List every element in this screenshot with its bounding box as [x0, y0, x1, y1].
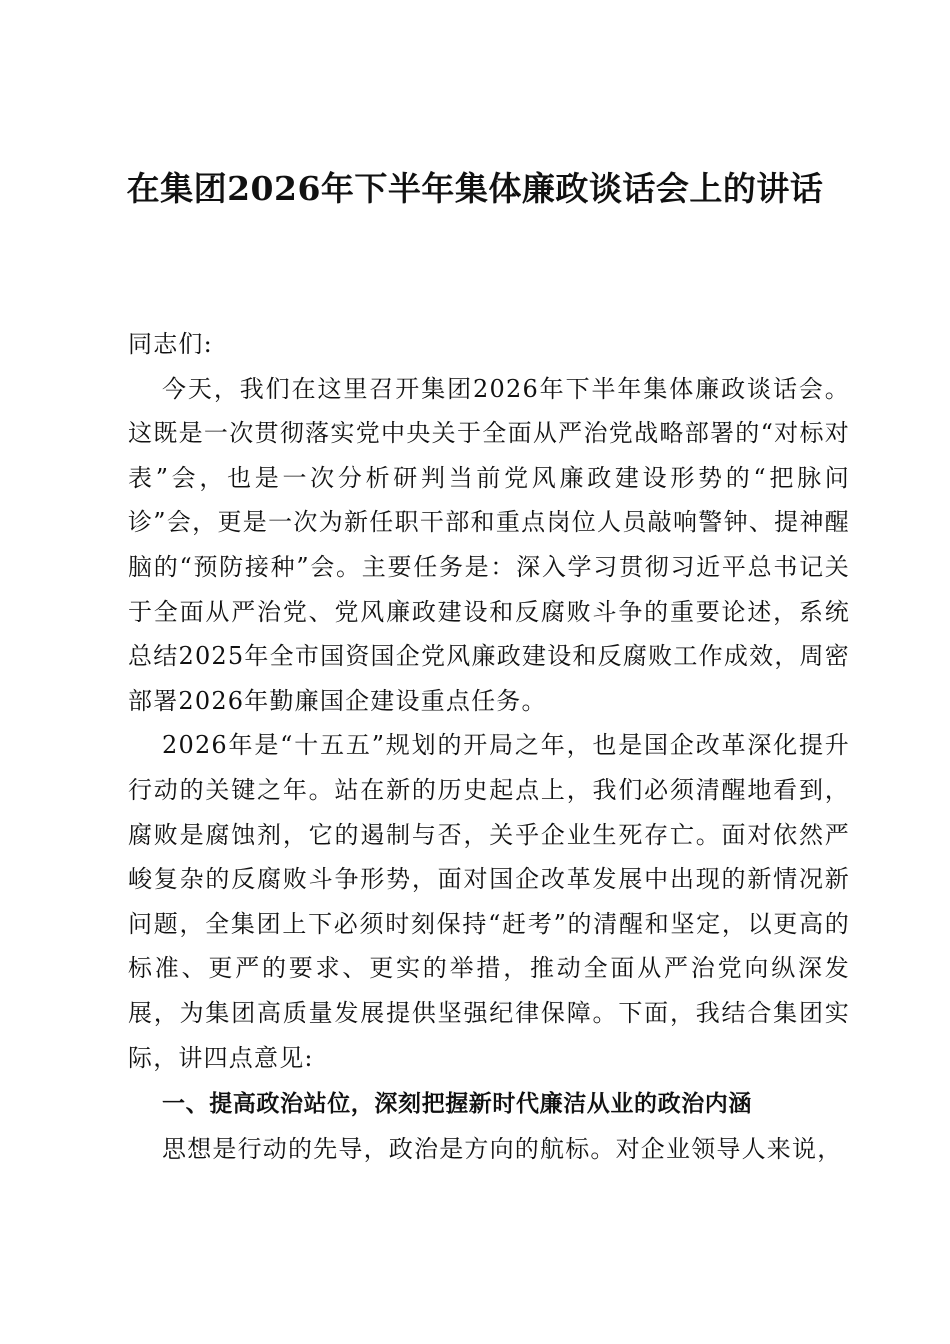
document-body — [128, 322, 850, 1171]
section-paragraph: 思想是行动的先导，政治是方向的航标。对企业领导人来说， — [162, 1134, 843, 1163]
document-title: 在集团2026年下半年集体廉政谈话会上的讲话 — [126, 169, 824, 208]
section-heading: 一、提高政治站位，深刻把握新时代廉洁从业的政治内涵 — [162, 1091, 752, 1118]
paragraph-opening: 今天，我们在这里召开集团2026年下半年集体廉政谈话会。这既是一次贯彻落实党中央关于全面从严治党战略部署的“对标对表”会，也是一次分析研判当前党风廉政建设形势的“把脉问诊”会，更是一次为新任职干部和重点岗位人员敲响警钟、提神醒脑的“预防接种”会。主要任务是：深入学习贯彻习近平总书记关于全面从严治党、党风廉政建设和反腐败斗争的重要论述，系统总结2025年全市国资国企党风廉政建设和反腐败工作成效，周密部署2026年勤廉国企建设重点任务。 — [128, 374, 850, 715]
paragraph-situation: 2026年是“十五五”规划的开局之年，也是国企改革深化提升行动的关键之年。站在新的历史起点上，我们必须清醒地看到，腐败是腐蚀剂，它的遏制与否，关乎企业生死存亡。面对依然严峻复杂的反腐败斗争形势，面对国企改革发展中出现的新情况新问题，全集团上下必须时刻保持“赶考”的清醒和坚定，以更高的标准、更严的要求、更实的举措，推动全面从严治党向纵深发展，为集团高质量发展提供坚强纪律保障。下面，我结合集团实际，讲四点意见: — [128, 731, 850, 1072]
salutation: 同志们: — [128, 330, 213, 358]
